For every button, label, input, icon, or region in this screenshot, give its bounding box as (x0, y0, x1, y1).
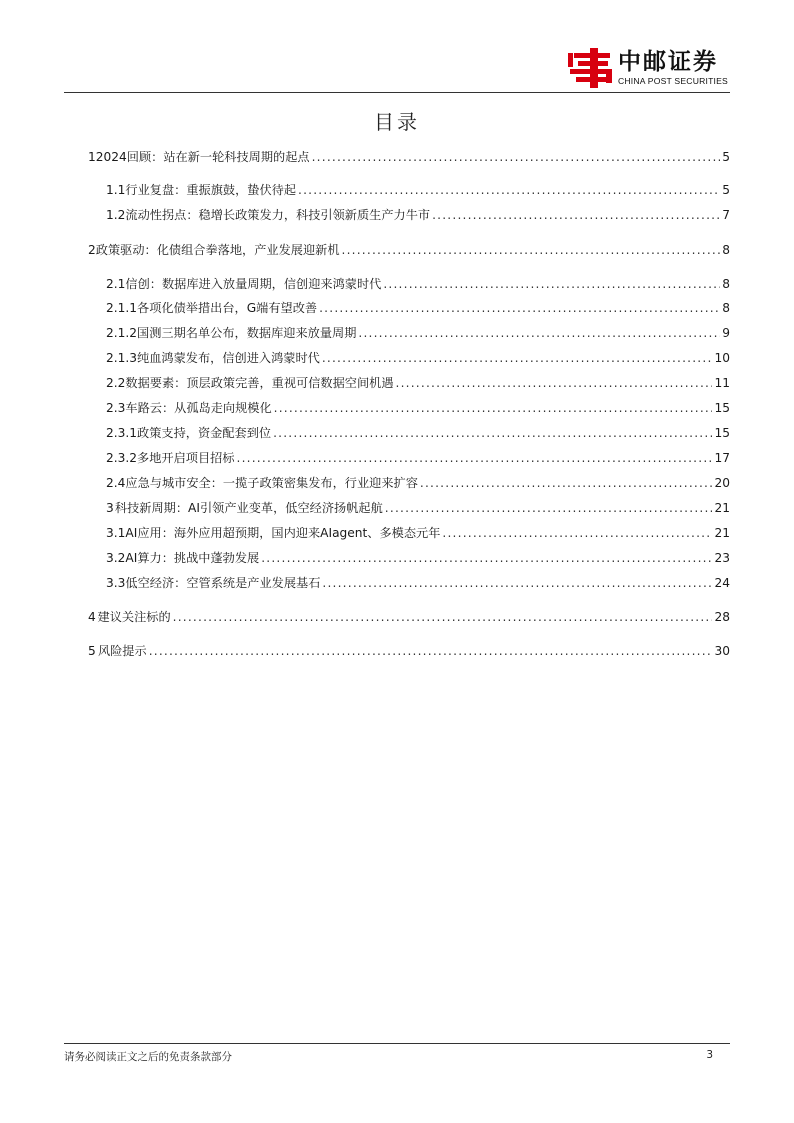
toc-entry-page: 17 (714, 451, 730, 465)
page-header (64, 36, 730, 92)
toc-entry-title: 行业复盘：重振旗鼓，蛰伏待起 (125, 183, 297, 197)
toc-entry-number: 2.1.2 (106, 326, 138, 340)
toc-entry-number: 2.1.1 (106, 301, 138, 315)
toc-entry-number: 2.3 (106, 401, 126, 415)
toc-dot-leader (358, 323, 720, 343)
toc-dot-leader (312, 147, 721, 167)
toc-entry-title: 信创：数据库进入放量周期，信创迎来鸿蒙时代 (125, 277, 382, 291)
toc-entry[interactable] (88, 205, 730, 225)
toc-entry[interactable] (88, 641, 730, 661)
footer-divider (64, 1043, 730, 1044)
toc-entry-number: 2.1.3 (106, 351, 138, 365)
toc-dot-leader (442, 523, 712, 543)
toc-entry[interactable] (88, 348, 730, 368)
toc-entry-page: 15 (714, 426, 730, 440)
toc-entry-number: 5 (88, 644, 96, 658)
toc-dot-leader (237, 448, 713, 468)
toc-dot-leader (396, 373, 713, 393)
toc-entry-page: 7 (722, 208, 730, 222)
toc-entry[interactable] (88, 180, 730, 200)
toc-dot-leader (261, 548, 712, 568)
toc-entry[interactable] (88, 573, 730, 593)
toc-entry-page: 9 (722, 326, 730, 340)
toc-entry[interactable] (88, 323, 730, 343)
toc-dot-leader (149, 641, 713, 661)
toc-entry-number: 2.3.2 (106, 451, 138, 465)
toc-entry-number: 3 (106, 501, 114, 515)
toc-entry-title: 风险提示 (97, 644, 147, 658)
toc-entry-number: 3.3 (106, 576, 126, 590)
toc-dot-leader (383, 274, 720, 294)
toc-entry-number: 1.1 (106, 183, 126, 197)
toc-entry-page: 20 (714, 476, 730, 490)
toc-entry[interactable] (88, 147, 730, 167)
toc-entry-page: 8 (722, 243, 730, 257)
toc-entry-title: 应急与城市安全：一揽子政策密集发布，行业迎来扩容 (125, 476, 418, 490)
toc-dot-leader (298, 180, 720, 200)
company-logo (568, 46, 728, 90)
toc-entry-title: 科技新周期：AI引领产业变革，低空经济扬帆起航 (114, 501, 383, 515)
toc-entry[interactable] (88, 523, 730, 543)
toc-entry[interactable] (88, 548, 730, 568)
toc-dot-leader (273, 423, 712, 443)
toc-entry-title: 纯血鸿蒙发布，信创进入鸿蒙时代 (137, 351, 320, 365)
footer-disclaimer-note: 请务必阅读正文之后的免责条款部分 (64, 1051, 232, 1063)
toc-dot-leader (322, 348, 713, 368)
toc-entry-number: 2.2 (106, 376, 126, 390)
toc-entry-title: 国测三期名单公布，数据库迎来放量周期 (137, 326, 357, 340)
toc-entry-page: 8 (722, 301, 730, 315)
toc-dot-leader (173, 607, 713, 627)
toc-entry-page: 28 (714, 610, 730, 624)
toc-entry-title: 低空经济：空管系统是产业发展基石 (125, 576, 321, 590)
toc-dot-leader (322, 573, 712, 593)
toc-entry-number: 2.4 (106, 476, 126, 490)
logo-chinese-name: 中邮证券 (617, 49, 718, 75)
toc-dot-leader (432, 205, 720, 225)
toc-entry[interactable] (88, 298, 730, 318)
toc-entry-number: 4 (88, 610, 96, 624)
toc-entry-title: 各项化债举措出台，G端有望改善 (137, 301, 318, 315)
toc-entry[interactable] (88, 423, 730, 443)
toc-entry[interactable] (88, 607, 730, 627)
toc-entry-page: 15 (714, 401, 730, 415)
toc-entry[interactable] (88, 448, 730, 468)
toc-entry-page: 30 (714, 644, 730, 658)
toc-entry-page: 5 (722, 183, 730, 197)
toc-entry-page: 21 (714, 501, 730, 515)
toc-entry[interactable] (88, 274, 730, 294)
toc-entry[interactable] (88, 473, 730, 493)
toc-entry-page: 23 (714, 551, 730, 565)
toc-entry-page: 5 (722, 150, 730, 164)
toc-entry-number: 2 (88, 243, 96, 257)
toc-entry-number: 3.2 (106, 551, 126, 565)
toc-entry-number: 1.2 (106, 208, 126, 222)
toc-entry[interactable] (88, 398, 730, 418)
toc-entry-number: 1 (88, 150, 96, 164)
toc-entry-page: 10 (714, 351, 730, 365)
china-post-logo-icon (568, 47, 614, 89)
toc-entry-number: 2.1 (106, 277, 126, 291)
toc-entry-title: 多地开启项目招标 (137, 451, 235, 465)
toc-entry-title: 建议关注标的 (97, 610, 171, 624)
toc-entry-title: AI应用：海外应用超预期，国内迎来AIagent、多模态元年 (125, 526, 441, 540)
header-divider (64, 92, 730, 93)
toc-entry-title: 2024回顾：站在新一轮科技周期的起点 (95, 150, 310, 164)
toc-entry-page: 24 (714, 576, 730, 590)
toc-entry-title: 数据要素：顶层政策完善，重视可信数据空间机遇 (125, 376, 394, 390)
toc-dot-leader (342, 240, 721, 260)
toc-dot-leader (319, 298, 720, 318)
logo-english-name: CHINA POST SECURITIES (617, 76, 728, 86)
toc-entry-title: 车路云：从孤岛走向规模化 (125, 401, 272, 415)
toc-dot-leader (274, 398, 713, 418)
toc-entry-number: 3.1 (106, 526, 126, 540)
toc-dot-leader (420, 473, 713, 493)
toc-entry-title: 流动性拐点：稳增长政策发力，科技引领新质生产力牛市 (125, 208, 431, 222)
toc-entry-title: 政策支持，资金配套到位 (137, 426, 272, 440)
toc-entry-title: AI算力：挑战中蓬勃发展 (125, 551, 260, 565)
toc-entry[interactable] (88, 373, 730, 393)
footer-page-number: 3 (706, 1049, 713, 1061)
toc-entry-page: 21 (714, 526, 730, 540)
toc-entry[interactable] (88, 240, 730, 260)
toc-entry-page: 11 (714, 376, 730, 390)
toc-dot-leader (385, 498, 713, 518)
toc-entry-page: 8 (722, 277, 730, 291)
toc-entry-number: 2.3.1 (106, 426, 138, 440)
toc-entry-title: 政策驱动：化债组合拳落地，产业发展迎新机 (95, 243, 340, 257)
toc-title: 目录 (374, 110, 420, 134)
toc-entry[interactable] (88, 498, 730, 518)
